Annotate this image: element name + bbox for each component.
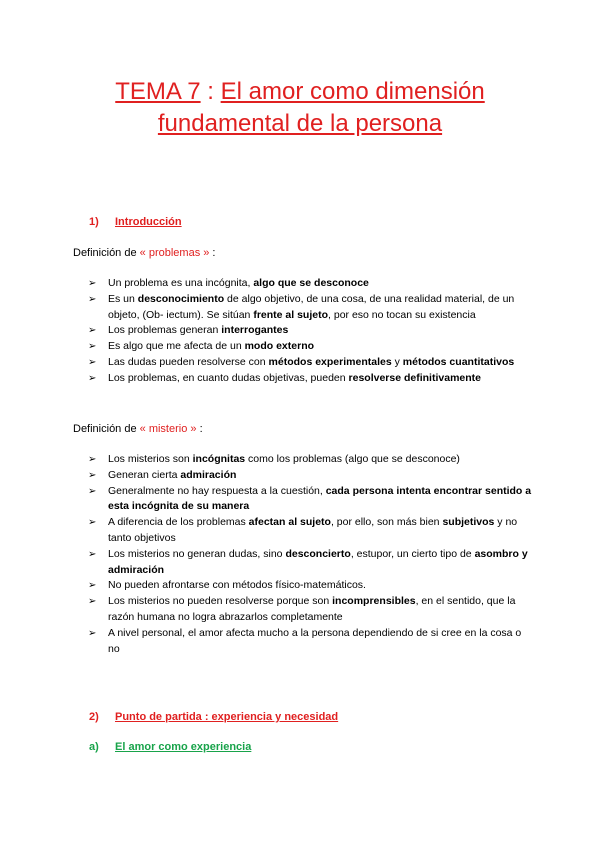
item-text-bold: modo externo bbox=[244, 340, 315, 353]
item-text: Un problema es una incógnita, bbox=[108, 277, 254, 289]
arrow-bullet-icon: ➢ bbox=[88, 627, 97, 639]
misterios-list bbox=[88, 452, 532, 657]
list-item bbox=[88, 371, 532, 387]
arrow-bullet-icon: ➢ bbox=[88, 325, 97, 337]
list-item bbox=[88, 452, 532, 468]
arrow-bullet-icon: ➢ bbox=[88, 596, 97, 608]
item-text: , por eso no tocan su existencia bbox=[328, 308, 476, 321]
definition-prefix: Definición de bbox=[73, 423, 140, 435]
item-text-bold: subjetivos bbox=[442, 516, 495, 529]
section-number: a) bbox=[89, 741, 99, 753]
item-text: Los problemas, en cuanto dudas objetivas, pueden bbox=[108, 371, 349, 384]
definition-prefix: Definición de bbox=[73, 247, 140, 259]
item-text: A diferencia de los problemas bbox=[108, 516, 249, 529]
arrow-bullet-icon: ➢ bbox=[88, 454, 97, 465]
arrow-bullet-icon: ➢ bbox=[88, 293, 97, 305]
list-item bbox=[88, 484, 532, 516]
definition-problemas bbox=[73, 246, 216, 260]
list-item bbox=[88, 292, 532, 324]
item-text: como los problemas (algo que se desconoce) bbox=[245, 453, 460, 465]
problemas-list bbox=[88, 276, 532, 387]
page-title bbox=[60, 76, 540, 140]
arrow-bullet-icon: ➢ bbox=[88, 341, 97, 353]
item-text-bold: incomprensibles bbox=[332, 595, 416, 608]
item-text-bold: resolverse definitivamente bbox=[348, 371, 481, 384]
item-text: de algo objetivo, de una cosa, de una realidad material, de un objeto, (Ob- iectum). Se sitúan bbox=[108, 292, 515, 321]
arrow-bullet-icon: ➢ bbox=[88, 278, 97, 289]
list-item bbox=[88, 578, 532, 594]
section-heading-punto-de-partida bbox=[89, 710, 338, 724]
list-item bbox=[88, 626, 532, 658]
arrow-bullet-icon: ➢ bbox=[88, 517, 97, 529]
definition-suffix: : bbox=[209, 247, 216, 259]
list-item bbox=[88, 515, 532, 547]
section-number: 1) bbox=[89, 216, 99, 228]
definition-misterio bbox=[73, 422, 203, 436]
list-item bbox=[88, 594, 532, 626]
item-text-bold: métodos cuantitativos bbox=[402, 355, 515, 368]
item-text: Los misterios no pueden resolverse porque son bbox=[108, 595, 333, 608]
definition-keyword: « problemas » bbox=[139, 247, 210, 259]
title-separator: : bbox=[200, 78, 221, 105]
list-item bbox=[88, 323, 532, 339]
item-text-bold: métodos experimentales bbox=[268, 355, 392, 368]
item-text: y no tanto objetivos bbox=[108, 516, 518, 544]
section-label: El amor como experiencia bbox=[115, 741, 252, 753]
section-label: Introducción bbox=[115, 216, 182, 228]
arrow-bullet-icon: ➢ bbox=[88, 548, 97, 560]
item-text-bold: afectan al sujeto bbox=[248, 516, 331, 529]
title-line1: El amor como dimensión bbox=[220, 78, 485, 105]
item-text-bold: desconocimiento bbox=[137, 292, 225, 305]
list-item bbox=[88, 547, 532, 579]
item-text: Generalmente no hay respuesta a la cuestión, bbox=[108, 484, 326, 497]
list-item bbox=[88, 339, 532, 355]
item-text: Los misterios no generan dudas, sino bbox=[108, 547, 286, 560]
section-heading-introduccion bbox=[89, 215, 182, 229]
item-text: Los misterios son bbox=[108, 453, 193, 465]
item-text-bold: incógnitas bbox=[192, 453, 246, 465]
arrow-bullet-icon: ➢ bbox=[88, 580, 97, 592]
item-text-bold: interrogantes bbox=[221, 324, 289, 337]
title-line2: fundamental de la persona bbox=[157, 110, 443, 137]
section-heading-amor-experiencia bbox=[89, 740, 251, 754]
arrow-bullet-icon: ➢ bbox=[88, 372, 97, 384]
item-text: No pueden afrontarse con métodos físico-matemáticos. bbox=[108, 579, 366, 592]
item-text: , estupor, un cierto tipo de bbox=[350, 547, 475, 560]
item-text: Las dudas pueden resolverse con bbox=[108, 355, 269, 368]
definition-keyword: « misterio » bbox=[139, 423, 197, 435]
item-text-bold: admiración bbox=[180, 468, 237, 481]
list-item bbox=[88, 468, 532, 484]
arrow-bullet-icon: ➢ bbox=[88, 485, 97, 497]
item-text-bold: cada persona intenta encontrar sentido a esta incógnita de su manera bbox=[108, 484, 532, 513]
item-text-bold: algo que se desconoce bbox=[253, 277, 369, 289]
item-text-bold: frente al sujeto bbox=[253, 308, 329, 321]
item-text: Es un bbox=[108, 292, 138, 305]
item-text: Los problemas generan bbox=[108, 324, 222, 337]
list-item bbox=[88, 276, 532, 292]
item-text-bold: desconcierto bbox=[285, 547, 351, 560]
definition-suffix: : bbox=[196, 423, 203, 435]
item-text: A nivel personal, el amor afecta mucho a la persona dependiendo de si cree en la cosa o no bbox=[108, 626, 522, 655]
section-label: Punto de partida : experiencia y necesidad bbox=[115, 711, 339, 723]
item-text: y bbox=[391, 355, 403, 368]
item-text: , en el sentido, que la razón humana no logra abrazarlos completamente bbox=[108, 595, 516, 623]
item-text: Generan cierta bbox=[108, 468, 181, 481]
title-tema: TEMA 7 bbox=[115, 78, 201, 105]
list-item bbox=[88, 355, 532, 371]
section-number: 2) bbox=[89, 711, 99, 723]
arrow-bullet-icon: ➢ bbox=[88, 356, 97, 368]
item-text-bold: asombro y admiración bbox=[108, 547, 528, 576]
item-text: Es algo que me afecta de un bbox=[108, 340, 245, 353]
item-text: , por ello, son más bien bbox=[330, 516, 443, 529]
arrow-bullet-icon: ➢ bbox=[88, 469, 97, 481]
